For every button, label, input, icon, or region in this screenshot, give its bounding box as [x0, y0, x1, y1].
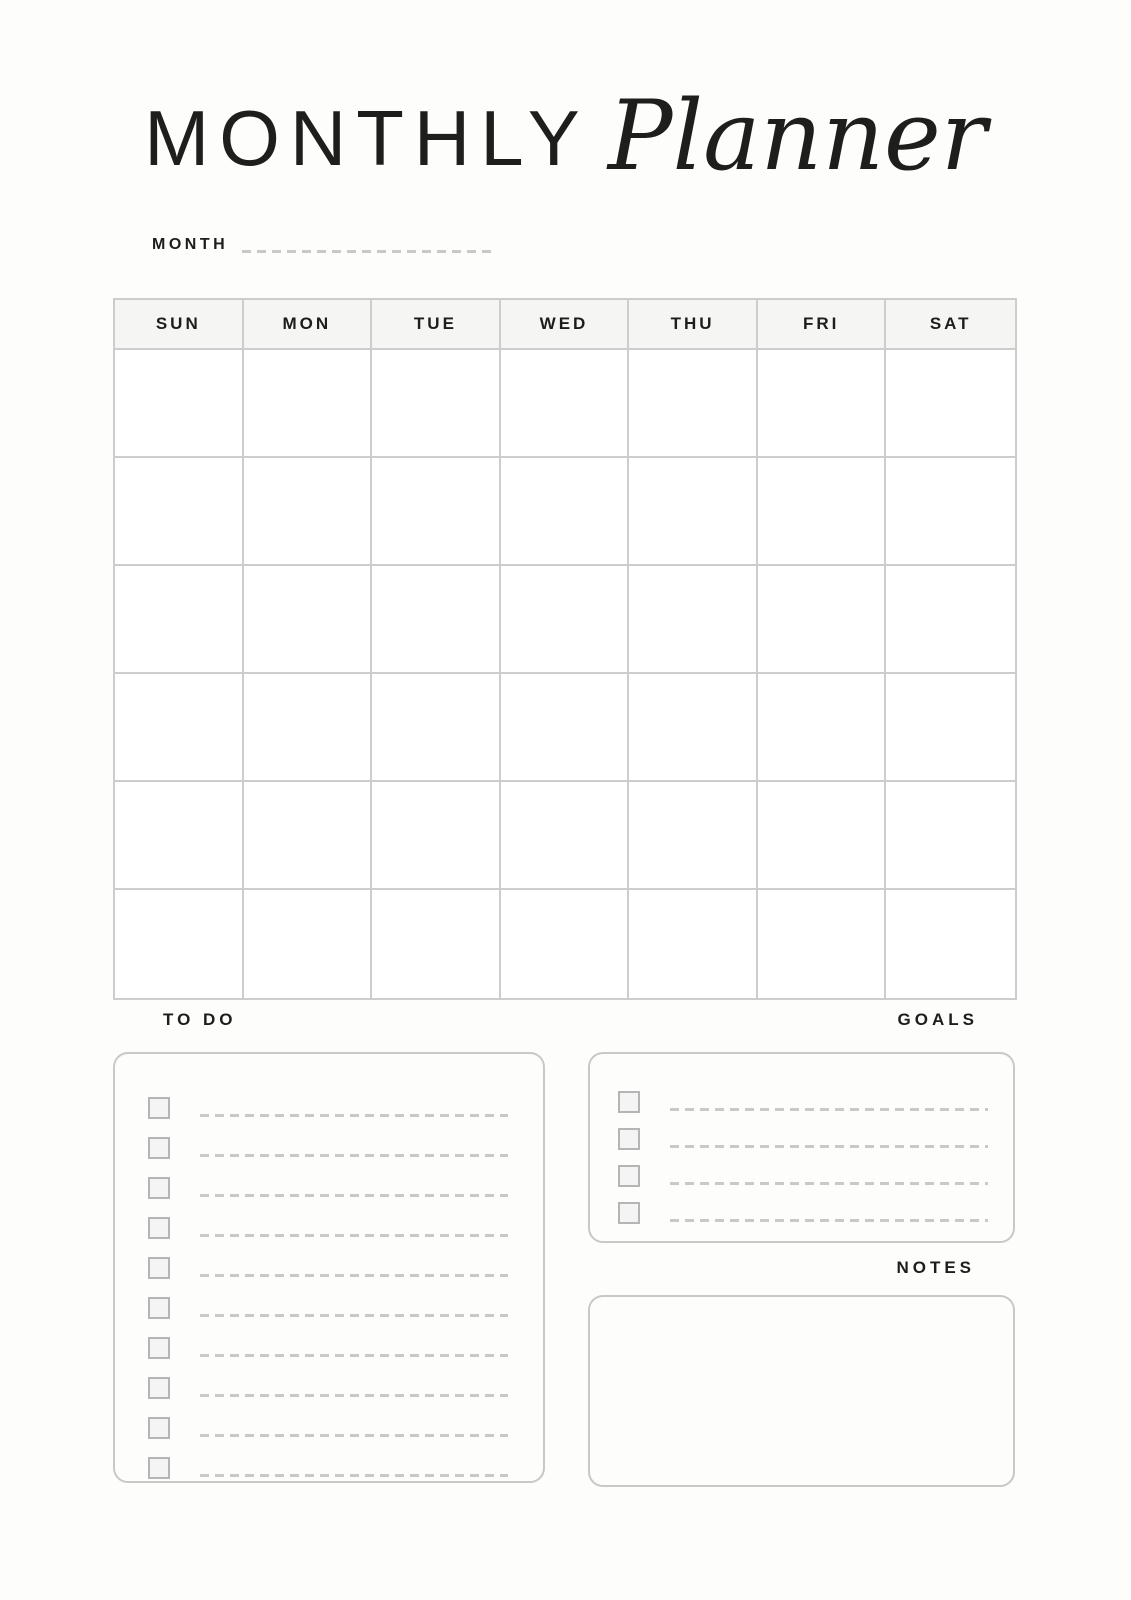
calendar-day-cell[interactable] — [244, 782, 373, 890]
calendar-table — [113, 298, 1017, 1000]
calendar-day-cell[interactable] — [115, 674, 244, 782]
todo-entry-line[interactable] — [200, 1314, 508, 1317]
todo-checkbox[interactable] — [148, 1297, 170, 1319]
goal-entry-line[interactable] — [670, 1219, 988, 1222]
calendar-day-cell[interactable] — [372, 350, 501, 458]
title-word-monthly: MONTHLY — [144, 94, 590, 182]
notes-box[interactable] — [588, 1295, 1015, 1487]
todo-entry-line[interactable] — [200, 1434, 508, 1437]
todo-row — [148, 1319, 508, 1359]
calendar-day-header: SAT — [886, 300, 1015, 350]
calendar-header-row — [115, 300, 1015, 350]
month-field — [152, 236, 494, 254]
notes-label: NOTES — [896, 1258, 975, 1277]
calendar-day-cell[interactable] — [244, 458, 373, 566]
calendar-day-cell[interactable] — [115, 458, 244, 566]
todo-checkbox[interactable] — [148, 1257, 170, 1279]
todo-entry-line[interactable] — [200, 1194, 508, 1197]
calendar-day-cell[interactable] — [244, 350, 373, 458]
todo-entry-line[interactable] — [200, 1474, 508, 1477]
calendar-day-cell[interactable] — [886, 890, 1015, 998]
calendar-day-cell[interactable] — [629, 566, 758, 674]
month-input-line[interactable] — [242, 250, 494, 253]
title-word-planner: Planner — [607, 80, 987, 192]
todo-row — [148, 1199, 508, 1239]
month-label: MONTH — [152, 236, 229, 253]
goal-checkbox[interactable] — [618, 1091, 640, 1113]
todo-label: TO DO — [163, 1010, 237, 1029]
todo-entry-line[interactable] — [200, 1354, 508, 1357]
calendar-day-cell[interactable] — [758, 350, 887, 458]
calendar-day-cell[interactable] — [115, 782, 244, 890]
calendar-day-header: WED — [501, 300, 630, 350]
calendar-day-cell[interactable] — [886, 458, 1015, 566]
calendar-day-cell[interactable] — [501, 890, 630, 998]
todo-row — [148, 1359, 508, 1399]
goal-checkbox[interactable] — [618, 1128, 640, 1150]
calendar-day-header: TUE — [372, 300, 501, 350]
todo-entry-line[interactable] — [200, 1234, 508, 1237]
todo-checkbox[interactable] — [148, 1417, 170, 1439]
todo-row — [148, 1159, 508, 1199]
goal-entry-line[interactable] — [670, 1108, 988, 1111]
calendar-day-cell[interactable] — [629, 890, 758, 998]
calendar-day-cell[interactable] — [886, 566, 1015, 674]
calendar-day-cell[interactable] — [372, 674, 501, 782]
goal-row — [618, 1076, 988, 1113]
goal-entry-line[interactable] — [670, 1145, 988, 1148]
todo-checkbox[interactable] — [148, 1097, 170, 1119]
todo-box — [113, 1052, 545, 1483]
todo-row — [148, 1279, 508, 1319]
calendar-day-cell[interactable] — [629, 458, 758, 566]
calendar-day-cell[interactable] — [115, 350, 244, 458]
goal-checkbox[interactable] — [618, 1165, 640, 1187]
todo-entry-line[interactable] — [200, 1394, 508, 1397]
todo-entry-line[interactable] — [200, 1274, 508, 1277]
calendar-day-cell[interactable] — [758, 890, 887, 998]
goal-row — [618, 1113, 988, 1150]
calendar-day-cell[interactable] — [886, 782, 1015, 890]
calendar-day-cell[interactable] — [501, 674, 630, 782]
calendar-day-cell[interactable] — [501, 566, 630, 674]
calendar-day-cell[interactable] — [758, 458, 887, 566]
todo-checkbox[interactable] — [148, 1457, 170, 1479]
todo-entry-line[interactable] — [200, 1154, 508, 1157]
calendar-day-cell[interactable] — [886, 350, 1015, 458]
goals-box — [588, 1052, 1015, 1243]
todo-row — [148, 1079, 508, 1119]
todo-entry-line[interactable] — [200, 1114, 508, 1117]
goals-label: GOALS — [897, 1010, 978, 1029]
calendar-day-cell[interactable] — [758, 674, 887, 782]
calendar-day-header: THU — [629, 300, 758, 350]
calendar-day-cell[interactable] — [886, 674, 1015, 782]
todo-checkbox[interactable] — [148, 1337, 170, 1359]
calendar-day-cell[interactable] — [501, 782, 630, 890]
calendar-day-cell[interactable] — [501, 458, 630, 566]
goal-entry-line[interactable] — [670, 1182, 988, 1185]
calendar-day-header: FRI — [758, 300, 887, 350]
todo-row — [148, 1119, 508, 1159]
calendar-day-cell[interactable] — [629, 782, 758, 890]
calendar-day-cell[interactable] — [244, 890, 373, 998]
calendar-day-cell[interactable] — [244, 566, 373, 674]
calendar-day-cell[interactable] — [115, 566, 244, 674]
calendar-day-cell[interactable] — [372, 566, 501, 674]
calendar-day-cell[interactable] — [758, 566, 887, 674]
calendar-day-cell[interactable] — [629, 674, 758, 782]
todo-row — [148, 1239, 508, 1279]
todo-checkbox[interactable] — [148, 1177, 170, 1199]
todo-checkbox[interactable] — [148, 1217, 170, 1239]
calendar-day-cell[interactable] — [501, 350, 630, 458]
calendar-day-cell[interactable] — [115, 890, 244, 998]
calendar-day-cell[interactable] — [372, 890, 501, 998]
page-title — [0, 80, 1131, 192]
calendar-day-header: MON — [244, 300, 373, 350]
calendar-body-grid — [115, 350, 1015, 998]
calendar-day-cell[interactable] — [372, 782, 501, 890]
goal-checkbox[interactable] — [618, 1202, 640, 1224]
calendar-day-cell[interactable] — [629, 350, 758, 458]
todo-row — [148, 1399, 508, 1439]
calendar-day-cell[interactable] — [758, 782, 887, 890]
todo-checkbox[interactable] — [148, 1377, 170, 1399]
calendar-day-cell[interactable] — [372, 458, 501, 566]
calendar-day-header: SUN — [115, 300, 244, 350]
todo-checkbox[interactable] — [148, 1137, 170, 1159]
calendar-day-cell[interactable] — [244, 674, 373, 782]
goal-row — [618, 1187, 988, 1224]
goal-row — [618, 1150, 988, 1187]
todo-row — [148, 1439, 508, 1479]
